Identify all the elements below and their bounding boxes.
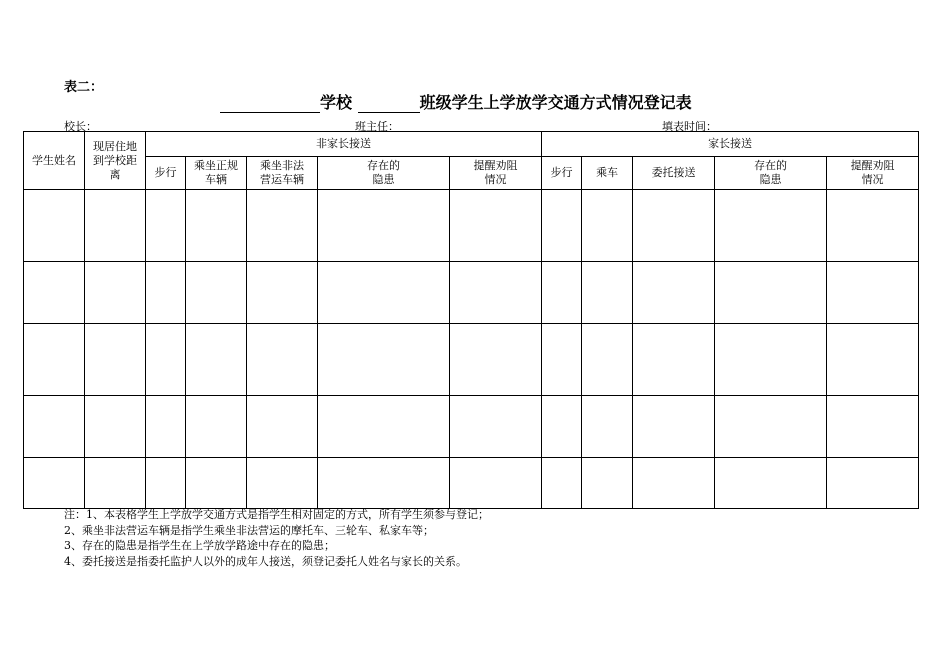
- subheader-line: 乘坐正规: [194, 159, 238, 172]
- table-body: [24, 190, 919, 509]
- table-cell[interactable]: [827, 458, 919, 509]
- table-cell[interactable]: [24, 458, 85, 509]
- table-cell[interactable]: [186, 396, 247, 458]
- table-cell[interactable]: [247, 262, 318, 324]
- table-cell[interactable]: [827, 190, 919, 262]
- subheader-line: 存在的: [367, 159, 400, 172]
- table-cell[interactable]: [450, 396, 542, 458]
- table-cell[interactable]: [318, 396, 450, 458]
- subheader-line: 提醒劝阻: [850, 159, 895, 172]
- table-cell[interactable]: [24, 190, 85, 262]
- table-row: [24, 262, 919, 324]
- notes-block: [64, 507, 489, 569]
- subheader-line: 步行: [154, 166, 177, 179]
- table-cell[interactable]: [542, 262, 582, 324]
- table-cell[interactable]: [247, 458, 318, 509]
- table-cell[interactable]: [146, 190, 186, 262]
- table-row: [24, 324, 919, 396]
- table-cell[interactable]: [715, 190, 827, 262]
- table-cell[interactable]: [582, 396, 633, 458]
- table-cell[interactable]: [827, 396, 919, 458]
- subheader-line: 情况: [861, 173, 884, 186]
- table-cell[interactable]: [85, 262, 146, 324]
- table-cell[interactable]: [186, 190, 247, 262]
- table-cell[interactable]: [715, 324, 827, 396]
- table-cell[interactable]: [633, 396, 715, 458]
- note-line: 2、乘坐非法营运车辆是指学生乘坐非法营运的摩托车、三轮车、私家车等；: [64, 523, 434, 537]
- table-cell[interactable]: [633, 458, 715, 509]
- subheader-parent-0: [542, 157, 582, 190]
- header-residence-distance: [85, 132, 146, 190]
- table-cell[interactable]: [715, 396, 827, 458]
- note-line: 注：1、本表格学生上学放学交通方式是指学生相对固定的方式，所有学生须参与登记；: [64, 508, 489, 521]
- principal-label: 校长：: [64, 120, 97, 133]
- header-row-subcolumns: [24, 157, 919, 190]
- table-cell[interactable]: [247, 190, 318, 262]
- table-cell[interactable]: [450, 458, 542, 509]
- table-cell[interactable]: [318, 324, 450, 396]
- table-cell[interactable]: [582, 262, 633, 324]
- subheader-line: 隐患: [759, 173, 782, 186]
- residence-distance-text: 现居住地到学校距离: [93, 139, 137, 181]
- table-cell[interactable]: [24, 324, 85, 396]
- subheader-line: 存在的: [754, 159, 788, 172]
- class-teacher-label: 班主任：: [355, 120, 399, 133]
- table-cell[interactable]: [85, 324, 146, 396]
- header-parent-group: 家长接送: [542, 132, 919, 157]
- table-cell[interactable]: [582, 190, 633, 262]
- fill-time-label: 填表时间：: [662, 120, 717, 133]
- subheader-parent-2: [633, 157, 715, 190]
- table-cell[interactable]: [827, 262, 919, 324]
- title-school-text: 学校: [320, 93, 353, 112]
- table-cell[interactable]: [715, 262, 827, 324]
- subheader-line: 情况: [484, 173, 507, 186]
- table-cell[interactable]: [146, 396, 186, 458]
- subheader-line: 乘车: [596, 166, 619, 179]
- table-cell[interactable]: [85, 458, 146, 509]
- subheader-non_parent-2: [247, 157, 318, 190]
- subheader-non_parent-0: [146, 157, 186, 190]
- header-student-name: 学生姓名: [24, 132, 85, 190]
- subheader-non_parent-4: [450, 157, 542, 190]
- table-cell[interactable]: [186, 262, 247, 324]
- table-cell[interactable]: [186, 458, 247, 509]
- registration-table: [23, 131, 919, 509]
- subheader-parent-1: [582, 157, 633, 190]
- subheader-line: 步行: [550, 166, 573, 179]
- note-line: 4、委托接送是指委托监护人以外的成年人接送，须登记委托人姓名与家长的关系。: [64, 554, 467, 568]
- table-cell[interactable]: [186, 324, 247, 396]
- subheader-line: 乘坐非法: [260, 159, 304, 172]
- subheader-parent-4: [827, 157, 919, 190]
- table-cell[interactable]: [247, 324, 318, 396]
- table-cell[interactable]: [633, 324, 715, 396]
- table-row: [24, 458, 919, 509]
- table-cell[interactable]: [318, 262, 450, 324]
- subheader-line: 委托接送: [651, 166, 696, 179]
- table-cell[interactable]: [24, 396, 85, 458]
- subheader-non_parent-1: [186, 157, 247, 190]
- table-cell[interactable]: [450, 262, 542, 324]
- table-cell[interactable]: [85, 396, 146, 458]
- table-cell[interactable]: [542, 324, 582, 396]
- table-cell[interactable]: [85, 190, 146, 262]
- table-cell[interactable]: [450, 324, 542, 396]
- form-title: [220, 90, 692, 113]
- title-main-text: 班级学生上学放学交通方式情况登记表: [419, 93, 692, 112]
- table-cell[interactable]: [582, 324, 633, 396]
- table-cell[interactable]: [24, 262, 85, 324]
- table-row: [24, 190, 919, 262]
- header-non-parent-group: 非家长接送: [146, 132, 542, 157]
- subheader-parent-3: [715, 157, 827, 190]
- table-cell[interactable]: [715, 458, 827, 509]
- table-cell[interactable]: [542, 396, 582, 458]
- subheader-line: 营运车辆: [260, 173, 304, 186]
- table-cell[interactable]: [633, 262, 715, 324]
- subheader-non_parent-3: [318, 157, 450, 190]
- table-cell[interactable]: [542, 458, 582, 509]
- table-cell[interactable]: [633, 190, 715, 262]
- table-cell[interactable]: [146, 324, 186, 396]
- table-cell[interactable]: [146, 262, 186, 324]
- header-row-groups: [24, 132, 919, 157]
- table-cell[interactable]: [542, 190, 582, 262]
- table-cell[interactable]: [247, 396, 318, 458]
- table-cell[interactable]: [318, 190, 450, 262]
- table-cell[interactable]: [146, 458, 186, 509]
- subheader-line: 车辆: [205, 173, 227, 186]
- table-cell[interactable]: [450, 190, 542, 262]
- note-line: 3、存在的隐患是指学生在上学放学路途中存在的隐患；: [64, 539, 335, 552]
- subheader-line: 提醒劝阻: [473, 159, 518, 172]
- table-number-label: 表二：: [64, 80, 104, 95]
- table-cell[interactable]: [582, 458, 633, 509]
- table-cell[interactable]: [318, 458, 450, 509]
- table-row: [24, 396, 919, 458]
- class-name-blank[interactable]: [358, 92, 420, 113]
- school-name-blank[interactable]: [220, 92, 320, 113]
- subheader-line: 隐患: [372, 173, 395, 186]
- table-cell[interactable]: [827, 324, 919, 396]
